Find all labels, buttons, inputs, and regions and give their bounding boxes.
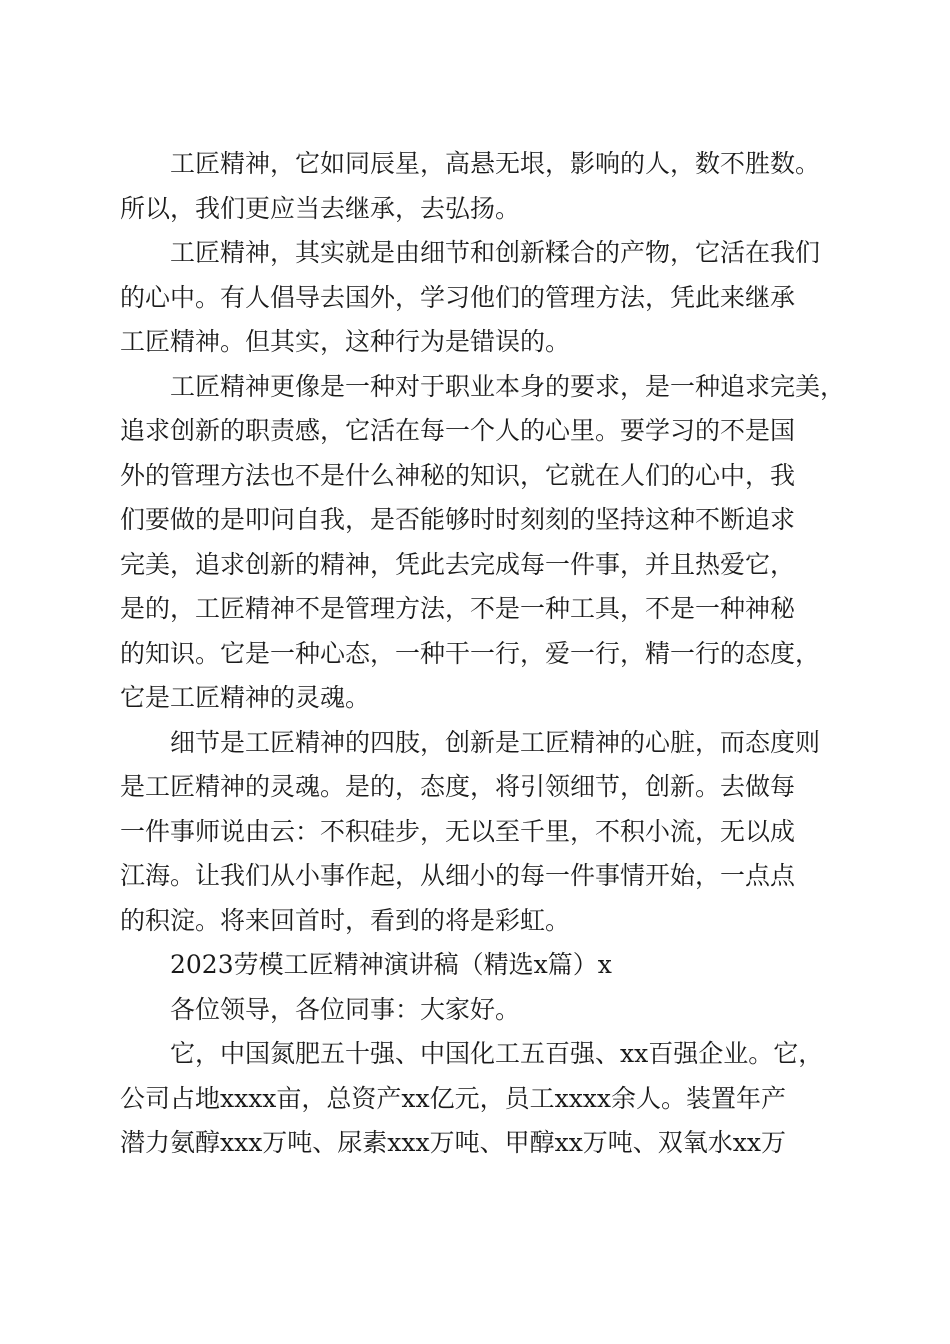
text-line: 工匠精神，它如同辰星，高悬无垠，影响的人，数不胜数。	[170, 149, 821, 178]
text-line: 各位领导，各位同事：大家好。	[170, 994, 521, 1024]
text-line: 是的，工匠精神不是管理方法，不是一种工具，不是一种神秘	[120, 594, 796, 623]
text-line: 它是工匠精神的灵魂。	[120, 683, 371, 712]
text-line: 工匠精神，其实就是由细节和创新糅合的产物，它活在我们	[170, 238, 821, 267]
text-line: 细节是工匠精神的四肢，创新是工匠精神的心脏，而态度则	[170, 727, 821, 757]
text-line: 是工匠精神的灵魂。是的，态度，将引领细节，创新。去做每	[120, 772, 796, 801]
text-line: 们要做的是叩问自我，是否能够时时刻刻的坚持这种不断追求	[120, 505, 796, 534]
text-line: 潜力氨醇xxx万吨、尿素xxx万吨、甲醇xx万吨、双氧水xx万	[120, 1128, 786, 1157]
text-line: 工匠精神更像是一种对于职业本身的要求，是一种追求完美，	[170, 371, 846, 401]
paragraph-2	[120, 231, 840, 365]
text-line: 的积淀。将来回首时，看到的将是彩虹。	[120, 905, 571, 935]
text-line: 的知识。它是一种心态，一种干一行，爱一行，精一行的态度，	[120, 638, 821, 668]
paragraph-4	[120, 721, 840, 944]
text-line: 公司占地xxxx亩，总资产xx亿元，员工xxxx余人。装置年产	[120, 1083, 786, 1113]
text-line: 追求创新的职责感，它活在每一个人的心里。要学习的不是国	[120, 416, 796, 445]
text-line: 完美，追求创新的精神，凭此去完成每一件事，并且热爱它，	[120, 549, 796, 579]
text-line: 的心中。有人倡导去国外，学习他们的管理方法，凭此来继承	[120, 282, 796, 312]
speech-title	[120, 943, 840, 988]
text-line: 江海。让我们从小事作起，从细小的每一件事情开始，一点点	[120, 861, 796, 890]
document-body	[120, 142, 846, 1166]
paragraph-3	[120, 365, 846, 721]
text-line: 所以，我们更应当去继承，去弘扬。	[120, 193, 521, 223]
text-line: 2023劳模工匠精神演讲稿（精选x篇）x	[170, 950, 612, 979]
greeting	[120, 988, 840, 1033]
paragraph-1	[120, 142, 840, 231]
text-line: 外的管理方法也不是什么神秘的知识，它就在人们的心中，我	[120, 460, 796, 490]
paragraph-company-intro	[120, 1032, 840, 1166]
text-line: 一件事师说由云：不积硅步，无以至千里，不积小流，无以成	[120, 816, 796, 846]
text-line: 它，中国氮肥五十强、中国化工五百强、xx百强企业。它，	[170, 1039, 824, 1068]
text-line: 工匠精神。但其实，这种行为是错误的。	[120, 327, 571, 356]
